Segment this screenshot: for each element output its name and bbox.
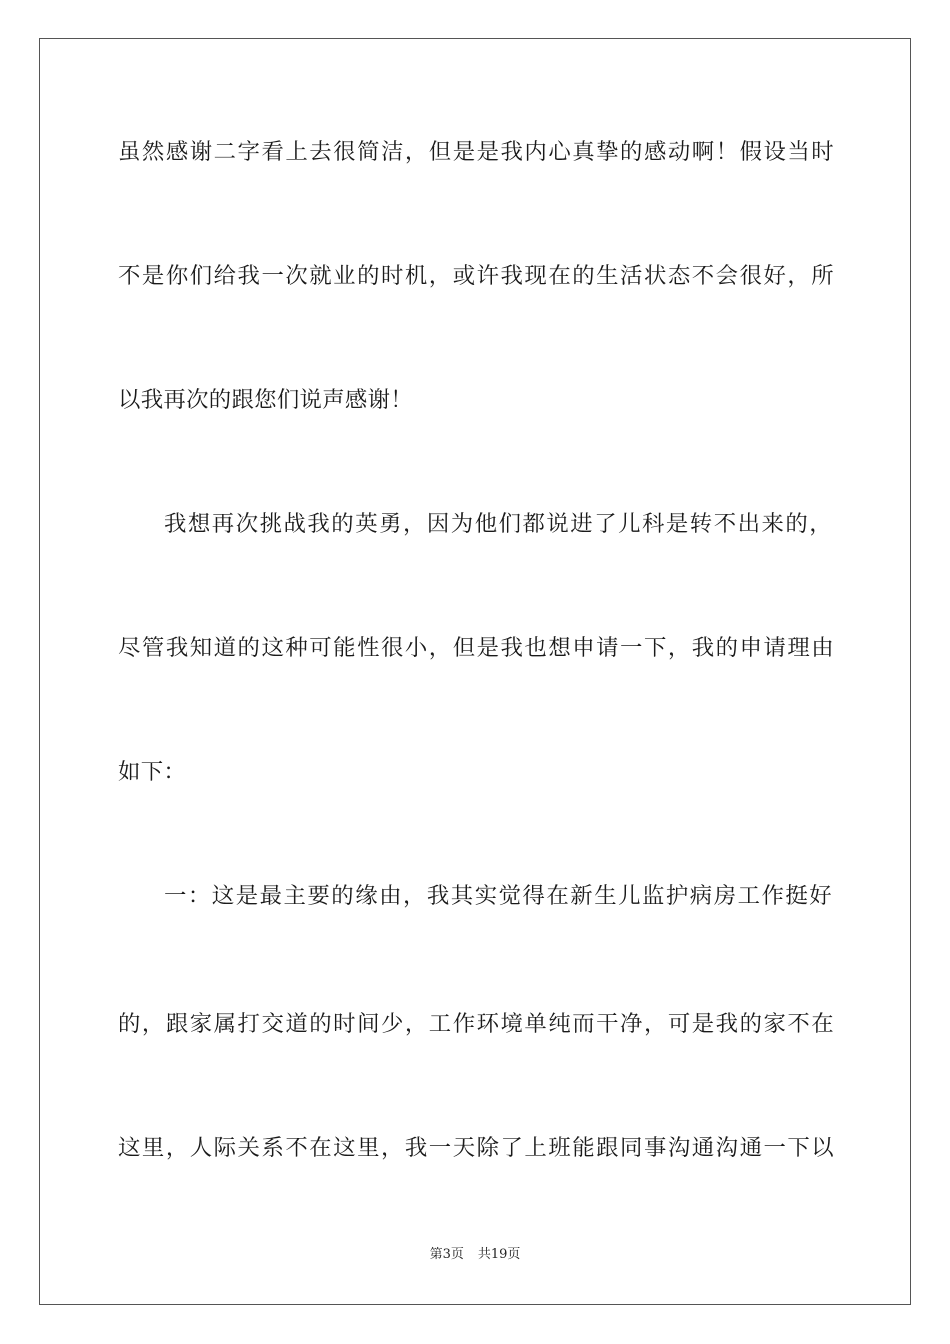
page-total: 共19页 (477, 1247, 521, 1262)
text-line: 一：这是最主要的缘由，我其实觉得在新生儿监护病房工作挺好 (164, 883, 832, 909)
page-number: 第3页 (429, 1247, 464, 1262)
text-line: 这里，人际关系不在这里，我一天除了上班能跟同事沟通沟通一下以 (118, 1135, 834, 1161)
text-line: 如下： (118, 759, 187, 785)
page-footer (0, 1246, 950, 1264)
text-line: 的，跟家属打交道的时间少，工作环境单纯而干净，可是我的家不在 (118, 1011, 834, 1037)
text-line: 不是你们给我一次就业的时机，或许我现在的生活状态不会很好，所 (118, 263, 834, 289)
text-line: 我想再次挑战我的英勇，因为他们都说进了儿科是转不出来的， (164, 511, 832, 537)
text-line: 尽管我知道的这种可能性很小，但是我也想申请一下，我的申请理由 (118, 635, 834, 661)
text-line: 虽然感谢二字看上去很简洁，但是是我内心真挚的感动啊！假设当时 (118, 139, 834, 165)
page-border (39, 38, 911, 1305)
text-line: 以我再次的跟您们说声感谢！ (118, 387, 413, 413)
